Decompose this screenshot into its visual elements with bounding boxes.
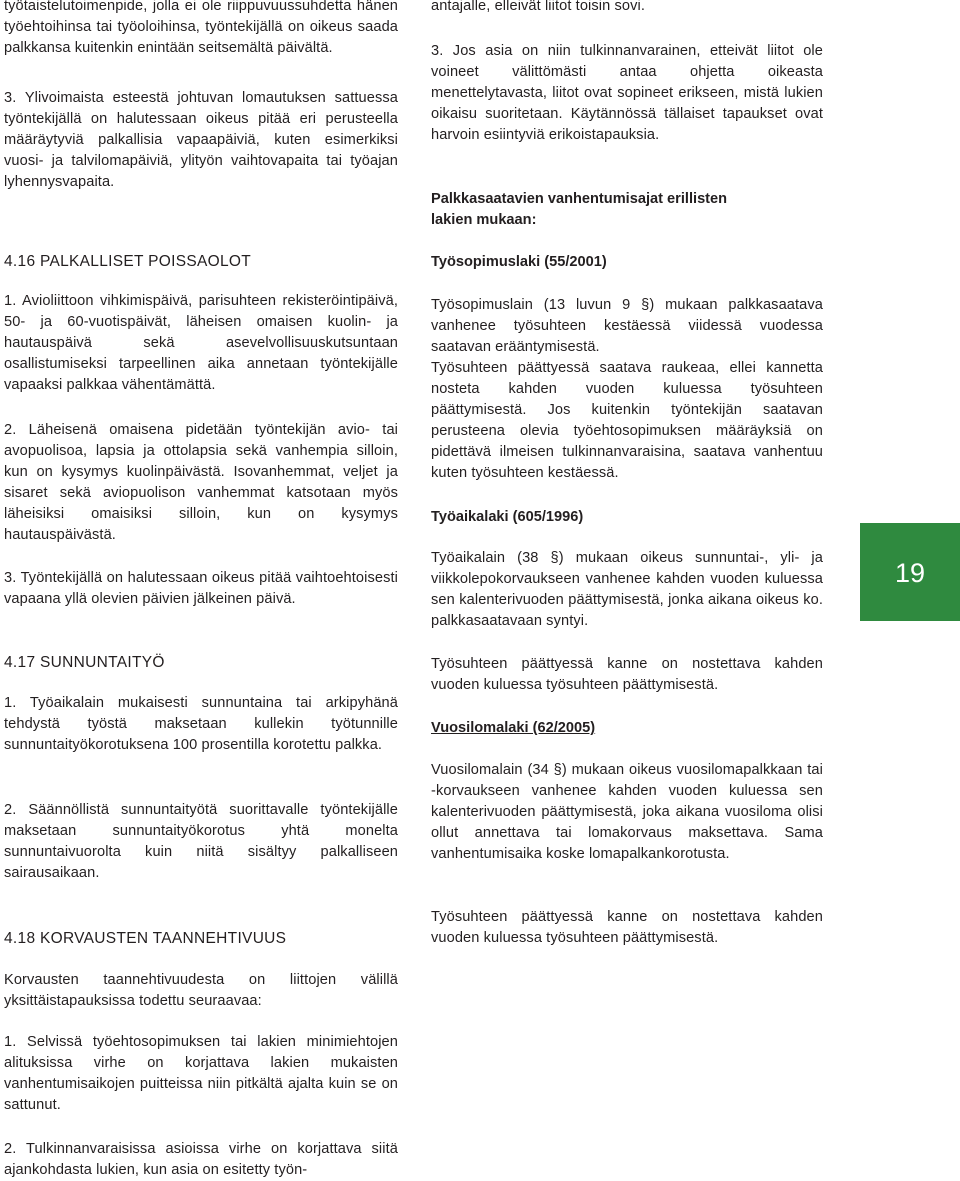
- paragraph-working-hours-act-2: Työsuhteen päättyessä kanne on nostettava kahden vuoden kuluessa työsuhteen päättymisestä.: [431, 656, 823, 693]
- paragraph-4-18-intro: Korvausten taannehtivuudesta on liittojen välillä yksittäistapauksissa todettu seuraavaa:: [4, 972, 398, 1009]
- paragraph-interpretive-cases: 3. Jos asia on niin tulkinnanvarainen, etteivät liitot ole voineet välittömästi antaa ohjetta oikeasta menettelytavasta, liitot ovat sopineet erikseen, mistä lukien oikaisu suoritetaan. Käytännössä tällaiset tapaukset ovat harvoin esiintyviä erikoistapauksia.: [431, 43, 823, 143]
- heading-annual-holidays-act: Vuosilomalaki (62/2005): [431, 720, 596, 736]
- paragraph-4-17-1: 1. Työaikalain mukaisesti sunnuntaina tai arkipyhänä tehdystä työstä maksetaan kullekin työtunnille sunnuntaityökorotuksena 100 prosentilla korotettu palkka.: [4, 695, 398, 753]
- paragraph-4-16-3: 3. Työntekijällä on halutessaan oikeus pitää vaihtoehtoisesti vapaana yllä olevien päivien jälkeinen päivä.: [4, 570, 398, 607]
- paragraph-4-18-2: 2. Tulkinnanvaraisissa asioissa virhe on korjattava siitä ajankohdasta lukien, kun asia on esitetty työn-: [4, 1141, 398, 1178]
- paragraph-employment-contracts-act-2: Työsuhteen päättyessä saatava raukeaa, ellei kannetta nosteta kahden vuoden kuluessa työsuhteen päättymisestä. Jos kuitenkin työntekijän saatavan perusteena olevia työehtosopimuksen määräyksiä on pidettävä ilmeisen tulkinnanvaraisina, saatava vanhentuu kuten työsuhteen kestäessä.: [431, 360, 823, 481]
- paragraph-annual-holidays-act-2: Työsuhteen päättyessä kanne on nostettava kahden vuoden kuluessa työsuhteen päättymisestä.: [431, 909, 823, 946]
- paragraph-top-continuation: työtaistelutoimenpide, jolla ei ole riippuvuussuhdetta hänen työehtoihinsa tai työoloihinsa, työntekijällä on oikeus saada palkkansa kuitenkin enintään seitsemältä päivältä.: [4, 0, 398, 56]
- page-number: 19: [894, 558, 926, 588]
- heading-limitation-periods: Palkkasaatavien vanhentumisajat erillisten lakien mukaan:: [431, 191, 728, 228]
- heading-4-18: 4.18 KORVAUSTEN TAANNEHTIVUUS: [4, 930, 287, 947]
- paragraph-top-continuation: antajalle, elleivät liitot toisin sovi.: [431, 0, 645, 14]
- page-number-tab: [860, 523, 960, 621]
- paragraph-working-hours-act-1: Työaikalain (38 §) mukaan oikeus sunnuntai-, yli- ja viikkolepokorvaukseen vanhenee kahden vuoden kuluessa sen kalenterivuoden päättymisestä, jonka aikana oikeus ko. palkkasaatavaan syntyi.: [431, 550, 823, 629]
- paragraph-4-16-1: 1. Avioliittoon vihkimispäivä, parisuhteen rekisteröintipäivä, 50- ja 60-vuotispäivät, läheisen omaisen kuolin- ja hautauspäivä sekä asevelvollisuuskutsuntaan osallistumiseksi tarpeellinen aika annetaan työntekijälle vapaaksi palkkaa vähentämättä.: [4, 293, 398, 393]
- paragraph-4-16-2: 2. Läheisenä omaisena pidetään työntekijän avio- tai avopuolisoa, lapsia ja ottolapsia sekä vanhempia silloin, kun on kysymys kuolinpäivästä. Isovanhemmat, veljet ja sisaret sekä aviopuolison vanhemmat katsotaan myös läheisiksi omaisiksi silloin, kun on kysymys hautauspäivästä.: [4, 422, 398, 543]
- heading-4-16: 4.16 PALKALLISET POISSAOLOT: [4, 253, 252, 270]
- paragraph-4-17-2: 2. Säännöllistä sunnuntaityötä suorittavalle työntekijälle maksetaan sunnuntaityökorotus yhtä monelta sunnuntaivuorolta kuin niitä sisältyy palkalliseen sairausaikaan.: [4, 802, 398, 881]
- heading-4-17: 4.17 SUNNUNTAITYÖ: [4, 654, 165, 671]
- paragraph-4-18-1: 1. Selvissä työehtosopimuksen tai lakien minimiehtojen alituksissa virhe on korjattava lakien mukaisten vanhentumisaikojen puitteissa niin pitkältä ajalta kuin se on sattunut.: [4, 1034, 398, 1113]
- heading-employment-contracts-act: Työsopimuslaki (55/2001): [431, 254, 607, 270]
- heading-working-hours-act: Työaikalaki (605/1996): [431, 509, 584, 525]
- paragraph-annual-holidays-act-1: Vuosilomalain (34 §) mukaan oikeus vuosilomapalkkaan tai -korvaukseen vanhenee kahden vuoden kuluessa sen kalenterivuoden päättymisestä, joka aikana vuosiloma olisi ollut annettava tai lomakorvaus maksettava. Sama vanhentumisaika koske lomapalkankorotusta.: [431, 762, 823, 862]
- paragraph-force-majeure: 3. Ylivoimaista esteestä johtuvan lomautuksen sattuessa työntekijällä on halutessaan oikeus pitää eri perusteella määräytyviä palkallisia vapaapäiviä, kuten esimerkiksi vuosi- ja talvilomapäiviä, ylityön vaihtovapaita tai työajan lyhennysvapaita.: [4, 90, 398, 190]
- paragraph-employment-contracts-act-1: Työsopimuslain (13 luvun 9 §) mukaan palkkasaatava vanhenee työsuhteen kestäessä viidessä vuodessa saatavan erääntymisestä.: [431, 297, 823, 355]
